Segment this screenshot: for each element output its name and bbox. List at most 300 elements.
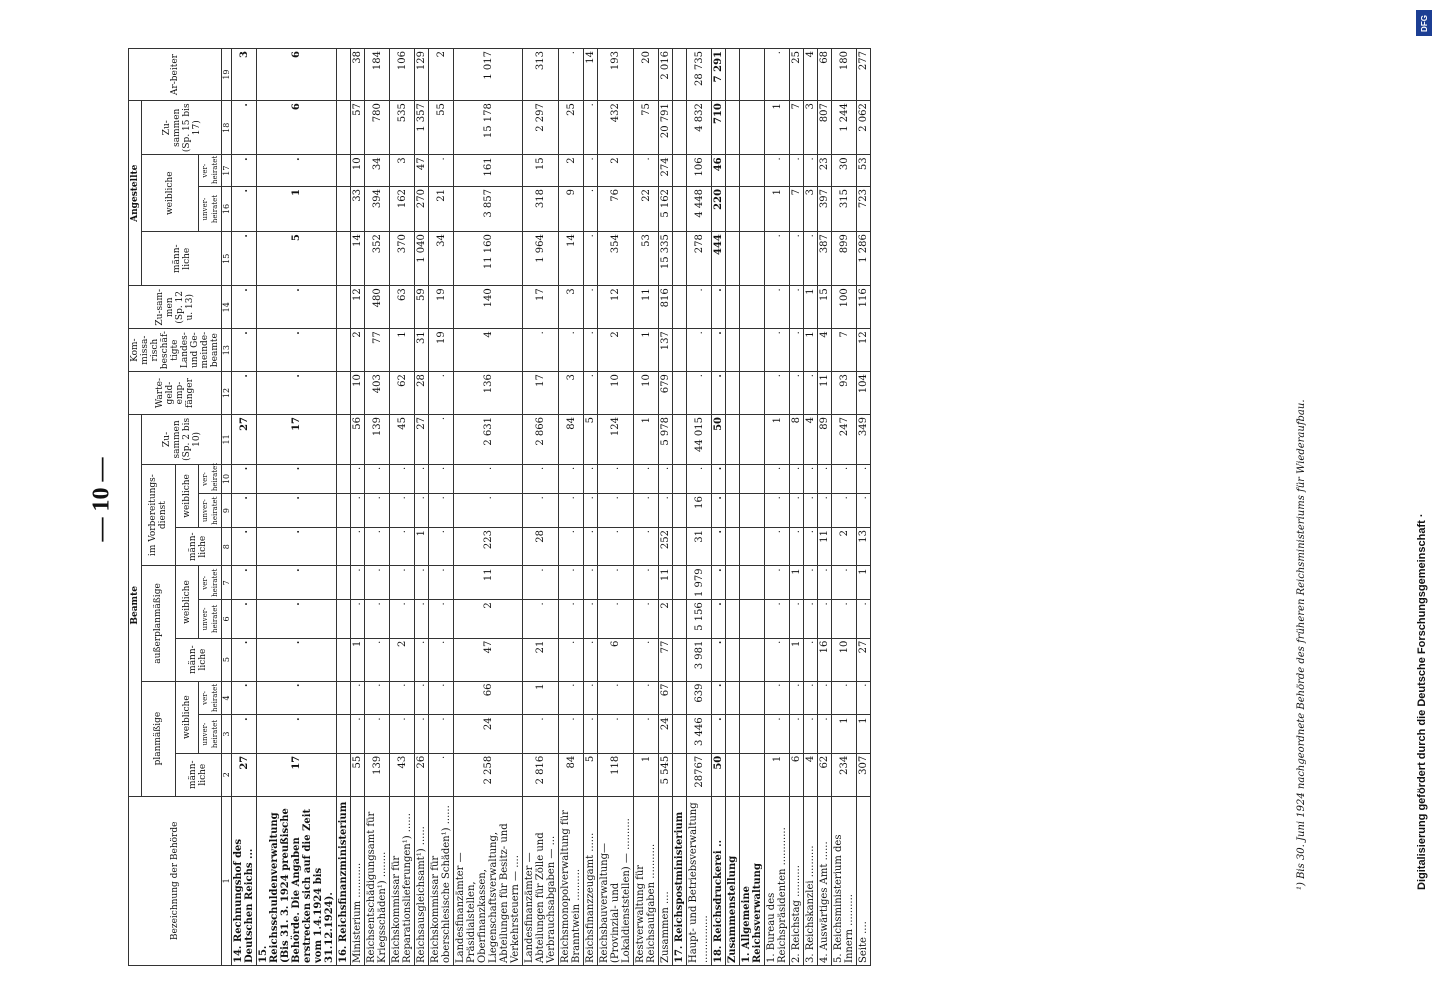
authority-name: 1. Allgemeine Reichsverwaltung <box>740 796 765 965</box>
value-cell <box>337 414 351 464</box>
value-cell: 27 <box>232 414 257 464</box>
column-index-cell: 5 <box>222 638 232 681</box>
value-cell <box>740 494 765 528</box>
value-cell <box>673 464 687 493</box>
value-cell: 10 <box>351 155 365 187</box>
value-cell <box>740 101 765 155</box>
value-cell: . <box>523 566 559 600</box>
value-cell: . <box>559 600 584 638</box>
value-cell: 480 <box>365 286 390 329</box>
value-cell: . <box>765 232 790 286</box>
value-cell: . <box>765 528 790 566</box>
value-cell: 5 <box>257 232 337 286</box>
statistics-table-sheet <box>128 48 1286 966</box>
value-cell: 3 <box>804 101 818 155</box>
value-cell: . <box>351 528 365 566</box>
value-cell: 11 <box>818 528 832 566</box>
value-cell: 1 017 <box>454 49 523 101</box>
value-cell: . <box>765 566 790 600</box>
value-cell <box>673 101 687 155</box>
authority-name: 18. Reichsdruckerei .. <box>712 796 726 965</box>
value-cell: 43 <box>390 753 415 796</box>
header-planmaessige: planmäßige <box>142 681 176 796</box>
value-cell <box>740 566 765 600</box>
value-cell: 2 <box>598 329 634 372</box>
value-cell: 55 <box>429 101 454 155</box>
value-cell: . <box>584 715 598 753</box>
value-cell: 15 <box>818 286 832 329</box>
value-cell: 28 735 <box>687 49 712 101</box>
value-cell: . <box>429 600 454 638</box>
value-cell: 14 <box>584 49 598 101</box>
value-cell: 45 <box>390 414 415 464</box>
value-cell: 535 <box>390 101 415 155</box>
value-cell: 1 <box>415 528 429 566</box>
value-cell: . <box>523 600 559 638</box>
value-cell <box>726 600 740 638</box>
value-cell: 1 <box>634 753 659 796</box>
column-index-cell: 16 <box>222 186 232 231</box>
value-cell <box>726 101 740 155</box>
value-cell: 7 291 <box>712 49 726 101</box>
value-cell: . <box>232 681 257 715</box>
value-cell: 1 <box>634 329 659 372</box>
value-cell <box>337 753 351 796</box>
value-cell <box>740 414 765 464</box>
value-cell: . <box>257 329 337 372</box>
value-cell <box>740 681 765 715</box>
value-cell: 28767 <box>687 753 712 796</box>
value-cell: 1 <box>765 753 790 796</box>
value-cell: 1 <box>790 638 804 681</box>
value-cell: 2 297 <box>523 101 559 155</box>
dfg-logo <box>1416 10 1432 36</box>
value-cell: 5 545 <box>659 753 673 796</box>
value-cell: 3 <box>390 155 415 187</box>
header-angestellte-weiblich: weibliche <box>142 155 199 232</box>
value-cell: 8 <box>790 414 804 464</box>
value-cell: . <box>584 286 598 329</box>
value-cell: 3 981 <box>687 638 712 681</box>
header-angestellte-maennlich: männ-liche <box>142 232 222 286</box>
table-row <box>673 49 687 966</box>
value-cell: 20 <box>634 49 659 101</box>
value-cell: 77 <box>365 329 390 372</box>
authority-name: Reichskommissar für oberschlesische Schäden¹) ...... <box>429 796 454 965</box>
value-cell: 3 857 <box>454 186 523 231</box>
value-cell: . <box>790 372 804 415</box>
value-cell: . <box>790 155 804 187</box>
value-cell: 124 <box>598 414 634 464</box>
value-cell: 75 <box>634 101 659 155</box>
value-cell: . <box>765 464 790 493</box>
value-cell: 4 832 <box>687 101 712 155</box>
table-row <box>790 49 804 966</box>
authority-name: 14. Rechnungshof des Deutschen Reichs ... <box>232 796 257 965</box>
value-cell: . <box>765 681 790 715</box>
authority-name: Haupt- und Betriebsverwaltung ............... <box>687 796 712 965</box>
value-cell: . <box>365 566 390 600</box>
value-cell: . <box>232 600 257 638</box>
value-cell: . <box>598 494 634 528</box>
table-row <box>523 49 559 966</box>
column-index-cell: 10 <box>222 464 232 493</box>
value-cell: 277 <box>857 49 871 101</box>
value-cell: . <box>634 494 659 528</box>
value-cell: . <box>659 464 673 493</box>
value-cell: 10 <box>832 638 857 681</box>
value-cell <box>673 414 687 464</box>
value-cell <box>337 600 351 638</box>
value-cell: 20 791 <box>659 101 673 155</box>
value-cell: 10 <box>634 372 659 415</box>
value-cell <box>673 715 687 753</box>
value-cell <box>726 566 740 600</box>
value-cell: 639 <box>687 681 712 715</box>
footnote <box>1296 399 1310 910</box>
column-index-cell: 12 <box>222 372 232 415</box>
value-cell: 17 <box>257 414 337 464</box>
value-cell <box>337 372 351 415</box>
value-cell: 68 <box>818 49 832 101</box>
value-cell: 136 <box>454 372 523 415</box>
value-cell: 10 <box>351 372 365 415</box>
value-cell: 4 <box>804 753 818 796</box>
value-cell <box>337 528 351 566</box>
value-cell: 104 <box>857 372 871 415</box>
value-cell: 313 <box>523 49 559 101</box>
value-cell <box>337 286 351 329</box>
table-row <box>365 49 390 966</box>
value-cell: . <box>634 528 659 566</box>
value-cell: . <box>415 715 429 753</box>
value-cell: . <box>804 155 818 187</box>
value-cell: 118 <box>598 753 634 796</box>
value-cell: . <box>257 528 337 566</box>
value-cell: 2 816 <box>523 753 559 796</box>
value-cell: . <box>634 681 659 715</box>
value-cell: 899 <box>832 232 857 286</box>
value-cell: 1 286 <box>857 232 871 286</box>
value-cell: 27 <box>857 638 871 681</box>
value-cell: 11 <box>634 286 659 329</box>
authority-name: Reichsmonopolverwaltung für Branntwein .......... <box>559 796 584 965</box>
value-cell: . <box>523 715 559 753</box>
value-cell <box>726 372 740 415</box>
value-cell: 31 <box>687 528 712 566</box>
column-index-cell: 13 <box>222 329 232 372</box>
value-cell: . <box>257 286 337 329</box>
value-cell: 13 <box>857 528 871 566</box>
value-cell: . <box>832 566 857 600</box>
value-cell: 25 <box>559 101 584 155</box>
authority-name: 3. Reichskanzlei .......... <box>804 796 818 965</box>
value-cell: . <box>790 329 804 372</box>
value-cell: . <box>804 528 818 566</box>
value-cell: . <box>857 494 871 528</box>
authority-name: Reichskommissar für Reparationslieferungen¹) ...... <box>390 796 415 965</box>
value-cell: . <box>598 528 634 566</box>
value-cell: 444 <box>712 232 726 286</box>
value-cell <box>673 49 687 101</box>
value-cell: 84 <box>559 753 584 796</box>
value-cell: 5 978 <box>659 414 673 464</box>
value-cell: . <box>454 464 523 493</box>
value-cell: . <box>790 286 804 329</box>
value-cell <box>726 329 740 372</box>
value-cell: 21 <box>523 638 559 681</box>
header-zusammen-beamte: Zu-sammen (Sp. 2 bis 10) <box>142 414 222 464</box>
value-cell: . <box>804 232 818 286</box>
value-cell: 1 <box>804 286 818 329</box>
value-cell: 106 <box>687 155 712 187</box>
authority-name: 1. Bureau des Reichspräsidenten ............ <box>765 796 790 965</box>
value-cell: . <box>584 638 598 681</box>
value-cell: . <box>257 566 337 600</box>
value-cell <box>337 186 351 231</box>
column-index-cell: 18 <box>222 101 232 155</box>
value-cell: 4 <box>818 329 832 372</box>
value-cell: . <box>634 638 659 681</box>
header-beamte: Beamte <box>129 414 142 796</box>
value-cell: . <box>584 600 598 638</box>
table-row <box>832 49 857 966</box>
value-cell <box>740 329 765 372</box>
value-cell: 17 <box>523 286 559 329</box>
value-cell: . <box>584 372 598 415</box>
value-cell <box>726 49 740 101</box>
value-cell: 2 <box>351 329 365 372</box>
value-cell: . <box>257 638 337 681</box>
value-cell <box>673 753 687 796</box>
value-cell: 25 <box>790 49 804 101</box>
value-cell: . <box>712 464 726 493</box>
value-cell: . <box>232 155 257 187</box>
value-cell: 22 <box>634 186 659 231</box>
value-cell: 1 <box>634 414 659 464</box>
value-cell: . <box>584 494 598 528</box>
value-cell: . <box>365 638 390 681</box>
column-index-cell: 9 <box>222 494 232 528</box>
header-ausser-maennlich: männ-liche <box>175 638 222 681</box>
value-cell: 66 <box>454 681 523 715</box>
value-cell: . <box>712 681 726 715</box>
value-cell: . <box>634 715 659 753</box>
value-cell: . <box>232 715 257 753</box>
value-cell: . <box>365 715 390 753</box>
value-cell: . <box>257 715 337 753</box>
table-row <box>559 49 584 966</box>
value-cell <box>726 232 740 286</box>
table-row <box>659 49 673 966</box>
value-cell <box>726 494 740 528</box>
table-row <box>818 49 832 966</box>
value-cell: . <box>598 681 634 715</box>
value-cell: . <box>584 186 598 231</box>
value-cell: . <box>351 681 365 715</box>
value-cell: . <box>351 494 365 528</box>
value-cell: . <box>257 600 337 638</box>
column-index-row <box>222 49 232 966</box>
value-cell: . <box>687 329 712 372</box>
value-cell: 139 <box>365 414 390 464</box>
authority-name: Reichsfinanzzeugamt ...... <box>584 796 598 965</box>
header-vorb-unverheiratet: unver-heiratet <box>199 494 222 528</box>
value-cell: . <box>712 494 726 528</box>
value-cell: . <box>429 464 454 493</box>
value-cell: 106 <box>390 49 415 101</box>
table-row <box>740 49 765 966</box>
value-cell: . <box>765 155 790 187</box>
value-cell: 33 <box>351 186 365 231</box>
value-cell: . <box>429 638 454 681</box>
value-cell: . <box>857 464 871 493</box>
value-cell: 26 <box>415 753 429 796</box>
value-cell <box>726 715 740 753</box>
value-cell <box>740 186 765 231</box>
value-cell: 100 <box>832 286 857 329</box>
value-cell: . <box>257 464 337 493</box>
value-cell: 6 <box>257 101 337 155</box>
value-cell: . <box>818 600 832 638</box>
value-cell: 1 <box>390 329 415 372</box>
value-cell: 1 964 <box>523 232 559 286</box>
value-cell <box>673 329 687 372</box>
value-cell: 5 162 <box>659 186 673 231</box>
value-cell <box>740 638 765 681</box>
value-cell: . <box>765 372 790 415</box>
value-cell: 15 <box>523 155 559 187</box>
value-cell <box>740 464 765 493</box>
value-cell: . <box>687 464 712 493</box>
value-cell: 59 <box>415 286 429 329</box>
value-cell: . <box>390 715 415 753</box>
value-cell: . <box>415 638 429 681</box>
value-cell: 397 <box>818 186 832 231</box>
value-cell: . <box>790 232 804 286</box>
value-cell: . <box>790 494 804 528</box>
header-plan-maennlich: männ-liche <box>175 753 222 796</box>
value-cell: 162 <box>390 186 415 231</box>
value-cell: 1 <box>857 566 871 600</box>
authority-name: Reichsbauverwaltung—(Provinzial- und Lokaldienststellen) — .......... <box>598 796 634 965</box>
header-plan-verheiratet: ver-heiratet <box>199 681 222 715</box>
value-cell: 30 <box>832 155 857 187</box>
header-vorb-maennlich: männ-liche <box>175 528 222 566</box>
value-cell: 278 <box>687 232 712 286</box>
value-cell: . <box>790 528 804 566</box>
value-cell <box>740 528 765 566</box>
value-cell: 1 244 <box>832 101 857 155</box>
value-cell: . <box>232 464 257 493</box>
value-cell: 403 <box>365 372 390 415</box>
value-cell: . <box>598 566 634 600</box>
value-cell: . <box>390 494 415 528</box>
value-cell: 139 <box>365 753 390 796</box>
value-cell: 1 <box>257 186 337 231</box>
value-cell: 234 <box>832 753 857 796</box>
value-cell: 370 <box>390 232 415 286</box>
rotated-table-container <box>128 48 1286 966</box>
value-cell: . <box>559 464 584 493</box>
value-cell: 2 258 <box>454 753 523 796</box>
value-cell: 2 <box>598 155 634 187</box>
value-cell: . <box>598 600 634 638</box>
column-index-cell: 19 <box>222 49 232 101</box>
value-cell: 7 <box>832 329 857 372</box>
value-cell: 93 <box>832 372 857 415</box>
value-cell <box>337 566 351 600</box>
value-cell <box>337 715 351 753</box>
column-index-cell: 2 <box>222 753 232 796</box>
value-cell: 76 <box>598 186 634 231</box>
table-row <box>232 49 257 966</box>
value-cell: 1 <box>804 329 818 372</box>
value-cell: 28 <box>523 528 559 566</box>
value-cell <box>726 414 740 464</box>
value-cell: 679 <box>659 372 673 415</box>
table-row <box>712 49 726 966</box>
value-cell: 2 016 <box>659 49 673 101</box>
value-cell: 1 040 <box>415 232 429 286</box>
authority-name: Restverwaltung für Reichsaufgaben ........... <box>634 796 659 965</box>
authority-name: 16. Reichsfinanzministerium <box>337 796 351 965</box>
value-cell <box>673 528 687 566</box>
value-cell: . <box>232 329 257 372</box>
header-ausser-weiblich: weibliche <box>175 566 199 638</box>
value-cell: . <box>390 528 415 566</box>
value-cell: . <box>415 494 429 528</box>
value-cell: 710 <box>712 101 726 155</box>
value-cell: . <box>790 715 804 753</box>
value-cell: . <box>584 681 598 715</box>
value-cell <box>337 638 351 681</box>
value-cell: 193 <box>598 49 634 101</box>
value-cell: 53 <box>857 155 871 187</box>
value-cell: . <box>790 464 804 493</box>
value-cell: . <box>804 494 818 528</box>
value-cell: . <box>712 566 726 600</box>
value-cell: 354 <box>598 232 634 286</box>
value-cell: 2 <box>659 600 673 638</box>
value-cell: . <box>429 414 454 464</box>
value-cell: 5 <box>584 753 598 796</box>
value-cell: 223 <box>454 528 523 566</box>
value-cell <box>337 155 351 187</box>
value-cell: . <box>559 681 584 715</box>
value-cell: 4 <box>454 329 523 372</box>
table-row <box>584 49 598 966</box>
value-cell <box>337 464 351 493</box>
value-cell: 55 <box>351 753 365 796</box>
value-cell <box>673 286 687 329</box>
value-cell: 34 <box>429 232 454 286</box>
value-cell: 67 <box>659 681 673 715</box>
value-cell: 5 <box>584 414 598 464</box>
header-ang-unverheiratet: unver-heiratet <box>199 186 222 231</box>
value-cell: 1 <box>765 414 790 464</box>
value-cell: 116 <box>857 286 871 329</box>
value-cell: . <box>429 753 454 796</box>
value-cell <box>673 372 687 415</box>
value-cell: . <box>857 681 871 715</box>
value-cell <box>337 101 351 155</box>
value-cell: 318 <box>523 186 559 231</box>
value-cell <box>726 155 740 187</box>
value-cell: . <box>712 715 726 753</box>
table-row <box>687 49 712 966</box>
value-cell: 161 <box>454 155 523 187</box>
